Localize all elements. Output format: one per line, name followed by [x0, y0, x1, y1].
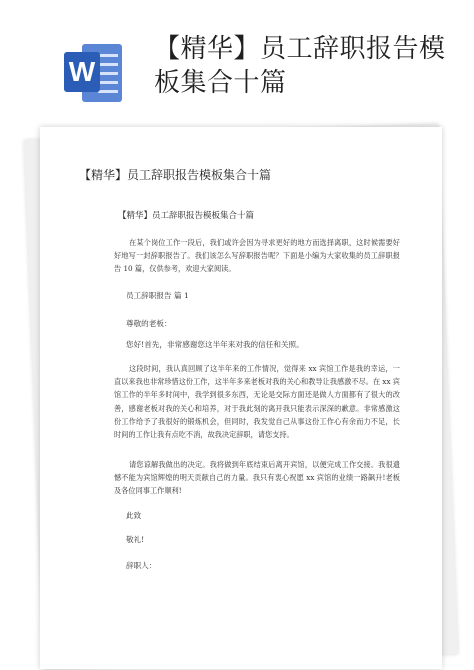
- greeting-line: 您好!首先，非常感谢您这半年来对我的信任和关照。: [126, 340, 304, 349]
- salutation: 尊敬的老板：: [126, 319, 172, 328]
- body-paragraph: 这段时间，我认真回顾了这半年来的工作情况，觉得来 xx 宾馆工作是我的幸运，一直以来我也非常珍惜这份工作，这半年多来老板对我的关心和教导让我感激不尽。在 xx 宾馆工作的半年多时间中，我学到很多东西，无论是交际方面还是做人方面都有了很大的改善，感谢老板对我的关心和培养，对于我此刻的离开我只能表示深深的歉意。非常感激这份工作给予了我很好的锻炼机会，但同时，我发觉自己从事这份工作心有余而力不足，长时间的工作让我有点吃不消，故我决定辞职，请您支持。: [114, 364, 400, 440]
- sign-off-jingli: 敬礼!: [126, 535, 145, 544]
- sign-off-cizhi: 此致: [126, 511, 142, 520]
- document-title: 【精华】员工辞职报告模板集合十篇: [79, 168, 272, 182]
- intro-paragraph: 在某个岗位工作一段后，我们或许会因为寻求更好的地方而选择离职，这时候需要好好地写一封辞职报告了。我们该怎么写辞职报告呢？下面是小编为大家收集的员工辞职报告 10 篇，仅供参考，欢迎大家阅读。: [114, 238, 400, 274]
- page-title: 【精华】员工辞职报告模板集合十篇: [154, 34, 446, 98]
- document-lines: [98, 54, 118, 99]
- closing-paragraph: 请您谅解我做出的决定。我将做到年底结束后离开宾馆，以便完成工作交接。我很遗憾不能为宾馆辉煌的明天贡献自己的力量。我只有衷心祝愿 xx 宾馆的业绩一路飙升!老板及各位同事工作顺利!: [114, 460, 400, 496]
- word-document-icon: [64, 40, 126, 106]
- section-heading: 员工辞职报告 篇 1: [126, 291, 189, 300]
- signer-label: 辞职人：: [126, 561, 157, 570]
- word-logo-letter: W: [64, 52, 100, 92]
- page-header: [0, 0, 474, 118]
- document-subtitle: 【精华】员工辞职报告模板集合十篇: [118, 211, 255, 221]
